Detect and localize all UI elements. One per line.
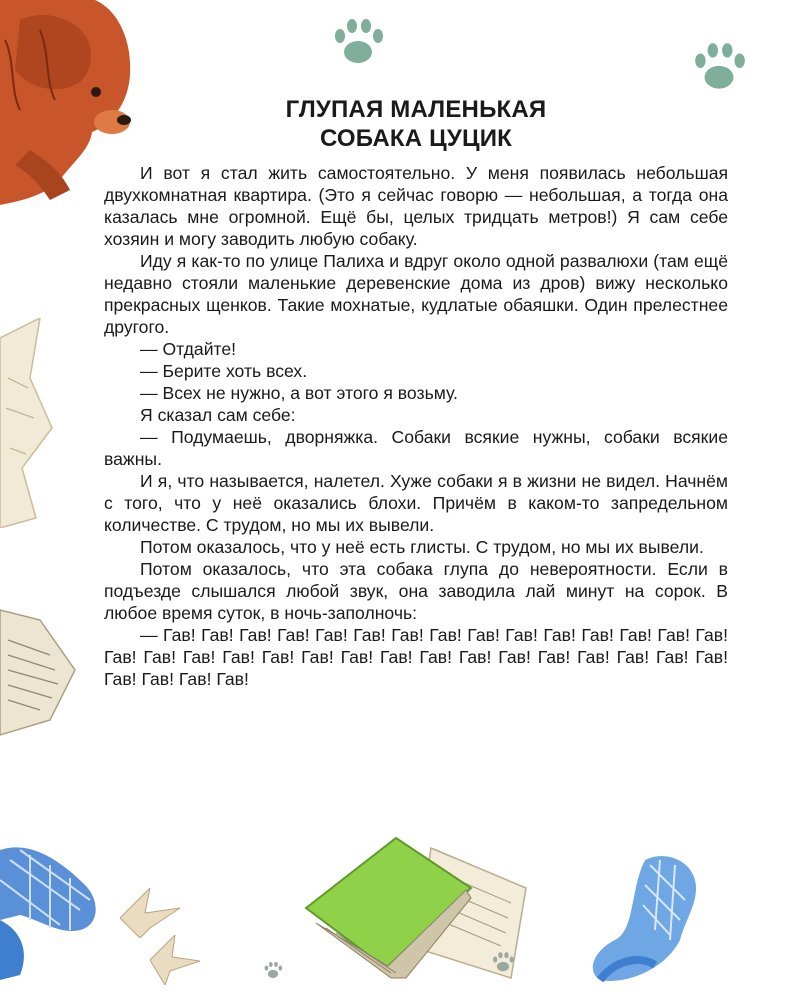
dialogue-line: — Гав! Гав! Гав! Гав! Гав! Гав! Гав! Гав! Гав! Гав! Гав! Гав! Гав! Гав! Гав! Гав! Гав! Гав! Гав! Гав! Гав! Гав! Гав! Гав! Гав! Гав! Гав! Гав! Гав! Гав! Гав! Гав! Гав! Гав! Гав! <box>104 625 728 689</box>
paragraph: И я, что называется, налетел. Хуже собаки я в жизни не видел. Начнём с того, что у неё оказались блохи. Причём в каком-то запредельном количестве. С трудом, но мы их вывели. <box>104 471 728 535</box>
paw-print-icon <box>688 38 750 100</box>
paw-print-icon <box>328 14 388 74</box>
newspaper-scrap-illustration <box>0 600 80 740</box>
paragraph: И вот я стал жить самостоятельно. У меня появилась небольшая двухкомнатная квартира. (Это я сейчас говорю — небольшая, а тогда она казалась мне огромной. Ещё бы, целых тридцать метров!) Я сам себе хозяин и могу заводить любую собаку. <box>104 163 728 249</box>
paragraph: Я сказал сам себе: <box>140 405 296 425</box>
dialogue-line: — Отдайте! <box>140 339 237 359</box>
paper-bird-illustration <box>120 888 180 938</box>
paw-print-icon <box>490 950 516 976</box>
dialogue-line: — Подумаешь, дворняжка. Собаки всякие нужны, собаки всякие важны. <box>104 427 728 469</box>
blue-mitten-illustration <box>0 840 110 980</box>
dialogue-line: — Всех не нужно, а вот этого я возьму. <box>140 383 458 403</box>
chapter-title-line-1: ГЛУПАЯ МАЛЕНЬКАЯ <box>285 96 547 123</box>
blue-mitten-illustration <box>585 850 705 990</box>
chapter-title-line-2: СОБАКА ЦУЦИК <box>319 125 512 152</box>
paper-scrap-illustration <box>0 318 58 528</box>
dialogue-line: — Берите хоть всех. <box>140 361 308 381</box>
chapter-body <box>104 162 728 690</box>
paragraph: Потом оказалось, что эта собака глупа до невероятности. Если в подъезде слышался любой звук, она заводила лай минут на сорок. В любое время суток, в ночь-заполночь: <box>104 559 728 623</box>
paragraph: Иду я как-то по улице Палиха и вдруг около одной развалюхи (там ещё недавно стояли маленькие деревенские дома из дров) вижу несколько прекрасных щенков. Такие мохнатые, кудлатые обаяшки. Один прелестнее другого. <box>104 251 728 337</box>
chapter-title <box>0 95 800 153</box>
paper-bird-illustration <box>150 935 200 985</box>
paw-print-icon <box>262 960 284 982</box>
paragraph: Потом оказалось, что у неё есть глисты. С трудом, но мы их вывели. <box>140 537 704 557</box>
